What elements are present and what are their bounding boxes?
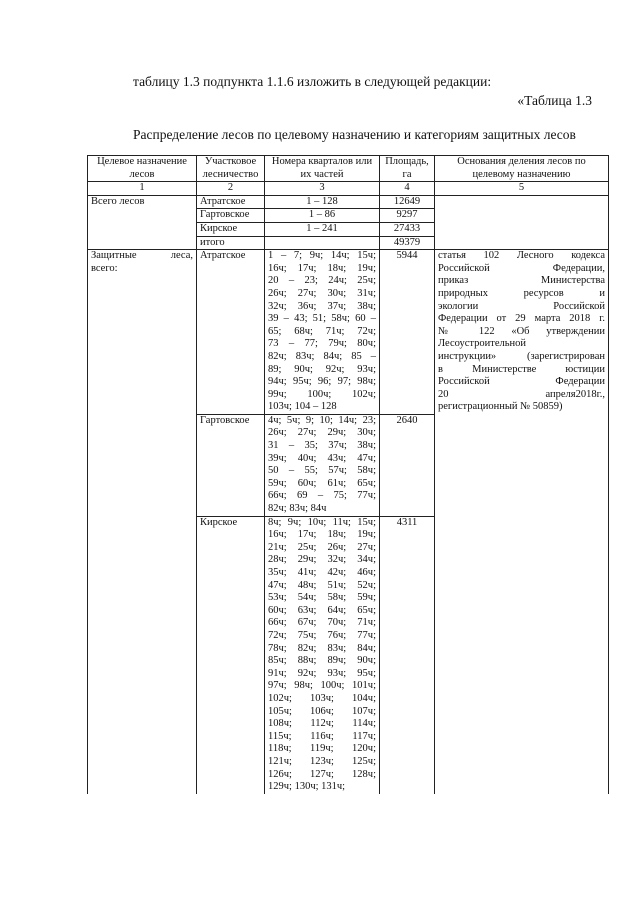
col-header-basis: Основания деления лесов по целевому назначению (435, 156, 609, 182)
quarter-line: 102ч; 103ч; 104ч; (268, 692, 376, 704)
quarter-line: 8ч; 9ч; 10ч; 11ч; 15ч; (268, 516, 376, 528)
area-cell: 2640 (380, 414, 435, 516)
quarter-line: 82ч; 83ч; 84ч; 85 – (268, 350, 376, 362)
quarter-line: 53ч; 54ч; 58ч; 59ч; (268, 592, 376, 604)
quarter-line: 39ч; 40ч; 43ч; 47ч; (268, 452, 376, 464)
header-row (88, 156, 609, 182)
basis-line: Российской Федерации (438, 376, 605, 388)
basis-line: Федерации от 29 марта 2018 г. (438, 313, 605, 325)
district-cell: итого (197, 236, 265, 250)
quarter-line: 99ч; 100ч; 102ч; (268, 388, 376, 400)
basis-line: Лесоустроительной (438, 338, 526, 350)
quarter-line: 94ч; 95ч; 96; 97; 98ч; (268, 376, 376, 388)
purpose-line: всего: (91, 262, 118, 274)
col-header-area: Площадь, га (380, 156, 435, 182)
quarter-line: 85ч; 88ч; 89ч; 90ч; (268, 655, 376, 667)
area-cell: 49379 (380, 236, 435, 250)
area-cell: 27433 (380, 222, 435, 236)
col-number: 3 (265, 182, 380, 196)
quarter-line: 16ч; 17ч; 18ч; 19ч; (268, 262, 376, 274)
quarter-line: 31 – 35; 37ч; 38ч; (268, 440, 376, 452)
forest-distribution-table (87, 155, 609, 794)
quarter-line: 65; 68ч; 71ч; 72ч; (268, 325, 376, 337)
col-number: 1 (88, 182, 197, 196)
quarter-line: 82ч; 83ч; 84ч (268, 503, 327, 515)
intro-text: таблицу 1.3 подпункта 1.1.6 изложить в следующей редакции: (133, 74, 492, 89)
basis-line: 20 апреля2018г., (438, 388, 605, 400)
quarter-line: 66ч; 69 – 75; 77ч; (268, 490, 376, 502)
area-cell: 9297 (380, 209, 435, 223)
district-cell: Атратское (197, 250, 265, 415)
quarters-cell (265, 414, 380, 516)
quarter-line: 39 – 43; 51; 58ч; 60 – (268, 313, 376, 325)
district-cell: Кирское (197, 516, 265, 794)
quarter-line: 26ч; 27ч; 29ч; 30ч; (268, 427, 376, 439)
district-cell: Атратское (197, 195, 265, 209)
table-label: «Таблица 1.3 (517, 93, 592, 108)
table-row (88, 250, 609, 415)
table-title: Распределение лесов по целевому назначению и категориям защитных лесов (133, 127, 576, 142)
col-header-quarters: Номера кварталов или их частей (265, 156, 380, 182)
quarter-line: 28ч; 29ч; 32ч; 34ч; (268, 554, 376, 566)
basis-cell (435, 250, 609, 794)
quarters-cell: 1 – 128 (265, 195, 380, 209)
quarter-line: 121ч; 123ч; 125ч; (268, 755, 376, 767)
col-number: 4 (380, 182, 435, 196)
purpose-line: Защитные леса, (91, 250, 193, 262)
district-cell: Гартовское (197, 414, 265, 516)
quarters-cell (265, 250, 380, 415)
col-header-purpose: Целевое назначение лесов (88, 156, 197, 182)
quarter-line: 118ч; 119ч; 120ч; (268, 743, 376, 755)
protective-purpose-cell (88, 250, 197, 794)
quarter-line: 21ч; 25ч; 26ч; 27ч; (268, 541, 376, 553)
basis-line: в Министерстве юстиции (438, 363, 605, 375)
quarter-line: 89; 90ч; 92ч; 93ч; (268, 363, 376, 375)
quarter-line: 66ч; 67ч; 70ч; 71ч; (268, 617, 376, 629)
basis-line: № 122 «Об утверждении (438, 325, 605, 337)
basis-line: статья 102 Лесного кодекса (438, 250, 605, 262)
area-cell: 4311 (380, 516, 435, 794)
col-number: 5 (435, 182, 609, 196)
quarter-line: 50 – 55; 57ч; 58ч; (268, 465, 376, 477)
quarter-line: 4ч; 5ч; 9; 10; 14ч; 23; (268, 414, 376, 426)
area-cell: 12649 (380, 195, 435, 209)
total-basis-cell (435, 195, 609, 249)
district-cell: Кирское (197, 222, 265, 236)
quarter-line: 26ч; 27ч; 30ч; 31ч; (268, 287, 376, 299)
quarter-line: 97ч; 98ч; 100ч; 101ч; (268, 680, 376, 692)
quarters-cell (265, 236, 380, 250)
quarter-line: 60ч; 63ч; 64ч; 65ч; (268, 604, 376, 616)
quarter-line: 72ч; 75ч; 76ч; 77ч; (268, 629, 376, 641)
quarter-line: 129ч; 130ч; 131ч; (268, 781, 346, 793)
quarters-cell: 1 – 86 (265, 209, 380, 223)
basis-line: инструкции» (зарегистрирован (438, 350, 605, 362)
quarter-line: 108ч; 112ч; 114ч; (268, 718, 376, 730)
total-purpose-cell: Всего лесов (88, 195, 197, 249)
quarter-line: 16ч; 17ч; 18ч; 19ч; (268, 529, 376, 541)
col-header-district: Участковое лесничество (197, 156, 265, 182)
quarter-line: 105ч; 106ч; 107ч; (268, 705, 376, 717)
quarter-line: 103ч; 104 – 128 (268, 401, 337, 413)
quarter-line: 35ч; 41ч; 42ч; 46ч; (268, 567, 376, 578)
quarters-cell: 1 – 241 (265, 222, 380, 236)
basis-line: Российской Федерации, (438, 262, 605, 274)
quarter-line: 91ч; 92ч; 93ч; 95ч; (268, 667, 376, 679)
quarter-line: 115ч; 116ч; 117ч; (268, 730, 376, 742)
area-cell: 5944 (380, 250, 435, 415)
quarter-line: 1 – 7; 9ч; 14ч; 15ч; (268, 250, 376, 262)
quarter-line: 126ч; 127ч; 128ч; (268, 768, 376, 780)
quarter-line: 73 – 77; 79ч; 80ч; (268, 338, 376, 350)
col-number: 2 (197, 182, 265, 196)
quarter-line: 32ч; 36ч; 37ч; 38ч; (268, 300, 376, 312)
basis-line: регистрационный № 50859) (438, 401, 563, 413)
basis-line: природных ресурсов и (438, 287, 605, 299)
basis-line: приказ Министерства (438, 275, 605, 287)
quarters-cell (265, 516, 380, 794)
district-cell: Гартовское (197, 209, 265, 223)
quarter-line: 78ч; 82ч; 83ч; 84ч; (268, 642, 376, 654)
quarter-line: 47ч; 48ч; 51ч; 52ч; (268, 579, 376, 591)
basis-line: экологии Российской (438, 300, 605, 312)
column-number-row (88, 182, 609, 196)
table-row (88, 195, 609, 209)
quarter-line: 20 – 23; 24ч; 25ч; (268, 275, 376, 287)
quarter-line: 59ч; 60ч; 61ч; 65ч; (268, 477, 376, 489)
